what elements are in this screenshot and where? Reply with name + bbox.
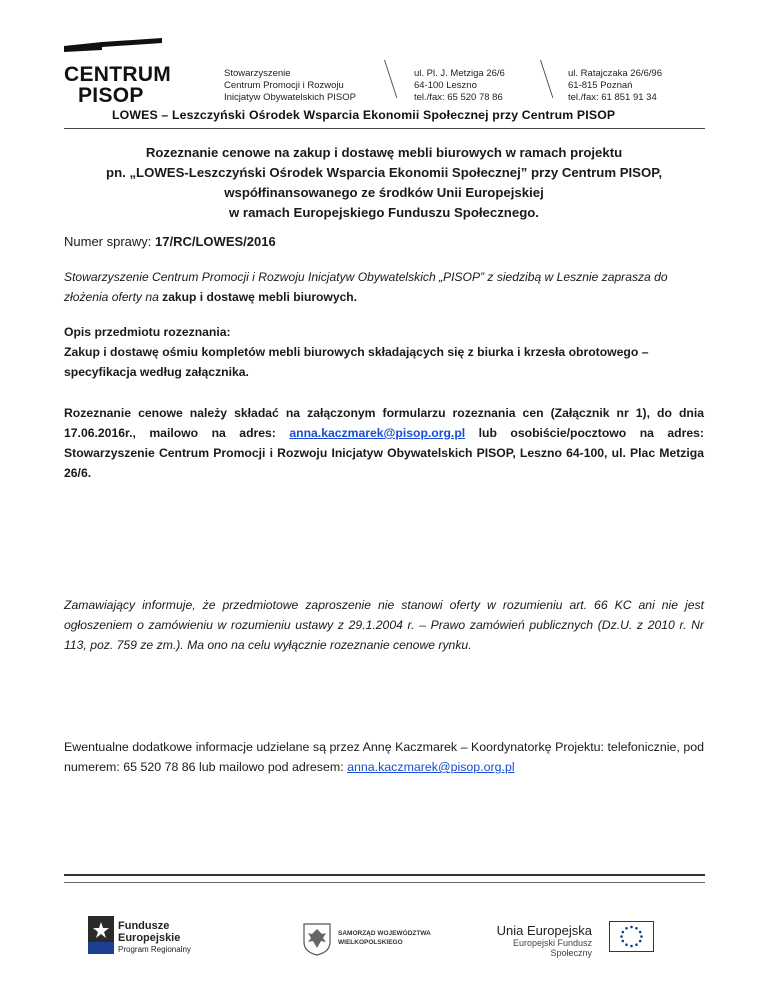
subject-section [64,322,704,382]
address-line: ul. Pl. J. Metziga 26/6 [414,68,505,79]
fe-line: Program Regionalny [118,945,191,954]
eu-flag-icon [609,921,654,952]
fundusze-europejskie-icon [88,916,114,954]
title-line: pn. „LOWES-Leszczyński Ośrodek Wsparcia Ekonomii Społecznej” przy Centrum PISOP, [106,165,662,180]
address-line: 61-815 Poznań [568,80,633,91]
org-name [224,68,356,104]
title-line: Rozeznanie cenowe na zakup i dostawę mebli biurowych w ramach projektu [145,145,623,160]
logo-line2: PISOP [78,84,144,107]
header-divider [540,60,553,98]
eu-logo-text [484,923,592,958]
contact-text: Ewentualne dodatkowe informacje udzielane są przez Annę Kaczmarek – Koordynatorkę Projektu: telefonicznie, pod numerem: 65 520 78 86 lub mailowo pod adresem: [64,740,704,774]
title-line: w ramach Europejskiego Funduszu Społecznego. [229,205,539,220]
wielkopolska-eagle-icon [302,922,332,956]
invitation-bold: zakup i dostawę mebli biurowych. [162,290,358,304]
header-subtitle: LOWES – Leszczyński Ośrodek Wsparcia Ekonomii Społecznej przy Centrum PISOP [112,108,616,122]
invitation-text: Stowarzyszenie Centrum Promocji i Rozwoju Inicjatyw Obywatelskich „PISOP” z siedzibą w Lesznie zaprasza do złożenia oferty na [64,270,668,304]
contact-paragraph [64,737,704,777]
centrum-pisop-logo-mark [64,38,162,52]
org-line: Stowarzyszenie [224,68,291,79]
invitation-paragraph [64,267,704,307]
submission-text: Rozeznanie cenowe należy składać na załączonym formularzu rozeznania cen (Załącznik nr 1), do dnia 17.06.2016r., mailowo na adres: [64,406,704,440]
samorzad-logo [338,929,431,947]
address-line: tel./fax: 65 520 78 86 [414,92,503,103]
title-line: współfinansowanego ze środków Unii Europejskiej [224,185,544,200]
subject-text: Zakup i dostawę ośmiu kompletów mebli biurowych składających się z biurka i krzesła obrotowego – specyfikacja według załącznika. [64,345,649,379]
document-title [64,143,704,223]
case-label: Numer sprawy: [64,234,156,249]
logo-line1: CENTRUM [64,63,172,86]
footer-rule [64,874,705,876]
org-line: Centrum Promocji i Rozwoju [224,80,344,91]
address-leszno [414,68,505,104]
contact-email-link[interactable]: anna.kaczmarek@pisop.org.pl [347,760,515,774]
submission-text: lub osobiście/pocztowo na adres: Stowarzyszenie Centrum Promocji i Rozwoju Inicjatyw Obywatelskich PISOP, Leszno 64-100, ul. Plac Metziga 26/6. [64,426,704,480]
address-line: ul. Ratajczaka 26/6/96 [568,68,663,79]
eu-title: Unia Europejska [496,923,592,938]
case-value: 17/RC/LOWES/2016 [155,234,276,249]
submission-email-link[interactable]: anna.kaczmarek@pisop.org.pl [289,426,466,440]
subject-heading: Opis przedmiotu rozeznania: [64,325,231,339]
header-rule [64,128,705,129]
address-poznan [568,68,662,104]
samorzad-line: WIELKOPOLSKIEGO [338,939,403,946]
address-line: 64-100 Leszno [414,80,477,91]
fe-line: Fundusze [118,920,170,932]
samorzad-line: SAMORZĄD WOJEWÓDZTWA [338,930,431,937]
address-line: tel./fax: 61 851 91 34 [568,92,657,103]
org-line: Inicjatyw Obywatelskich PISOP [224,92,356,103]
logo-text [64,64,171,106]
footer-rule-thin [64,882,705,883]
header-divider [384,60,397,98]
case-number [64,232,704,252]
eu-subtitle: Europejski Fundusz Społeczny [512,938,592,958]
fundusze-europejskie-logo [118,920,191,956]
fe-line: Europejskie [118,932,181,944]
submission-paragraph [64,403,704,483]
disclaimer-paragraph: Zamawiający informuje, że przedmiotowe zaproszenie nie stanowi oferty w rozumieniu art. 66 KC ani nie jest ogłoszeniem o zamówieniu w rozumieniu ustawy z 29.1.2004 r. – Prawo zamówień publicznych (Dz.U. z 2010 r. Nr 113, poz. 759 ze zm.). Ma ono na celu wyłącznie rozeznanie cenowe rynku. [64,598,704,652]
